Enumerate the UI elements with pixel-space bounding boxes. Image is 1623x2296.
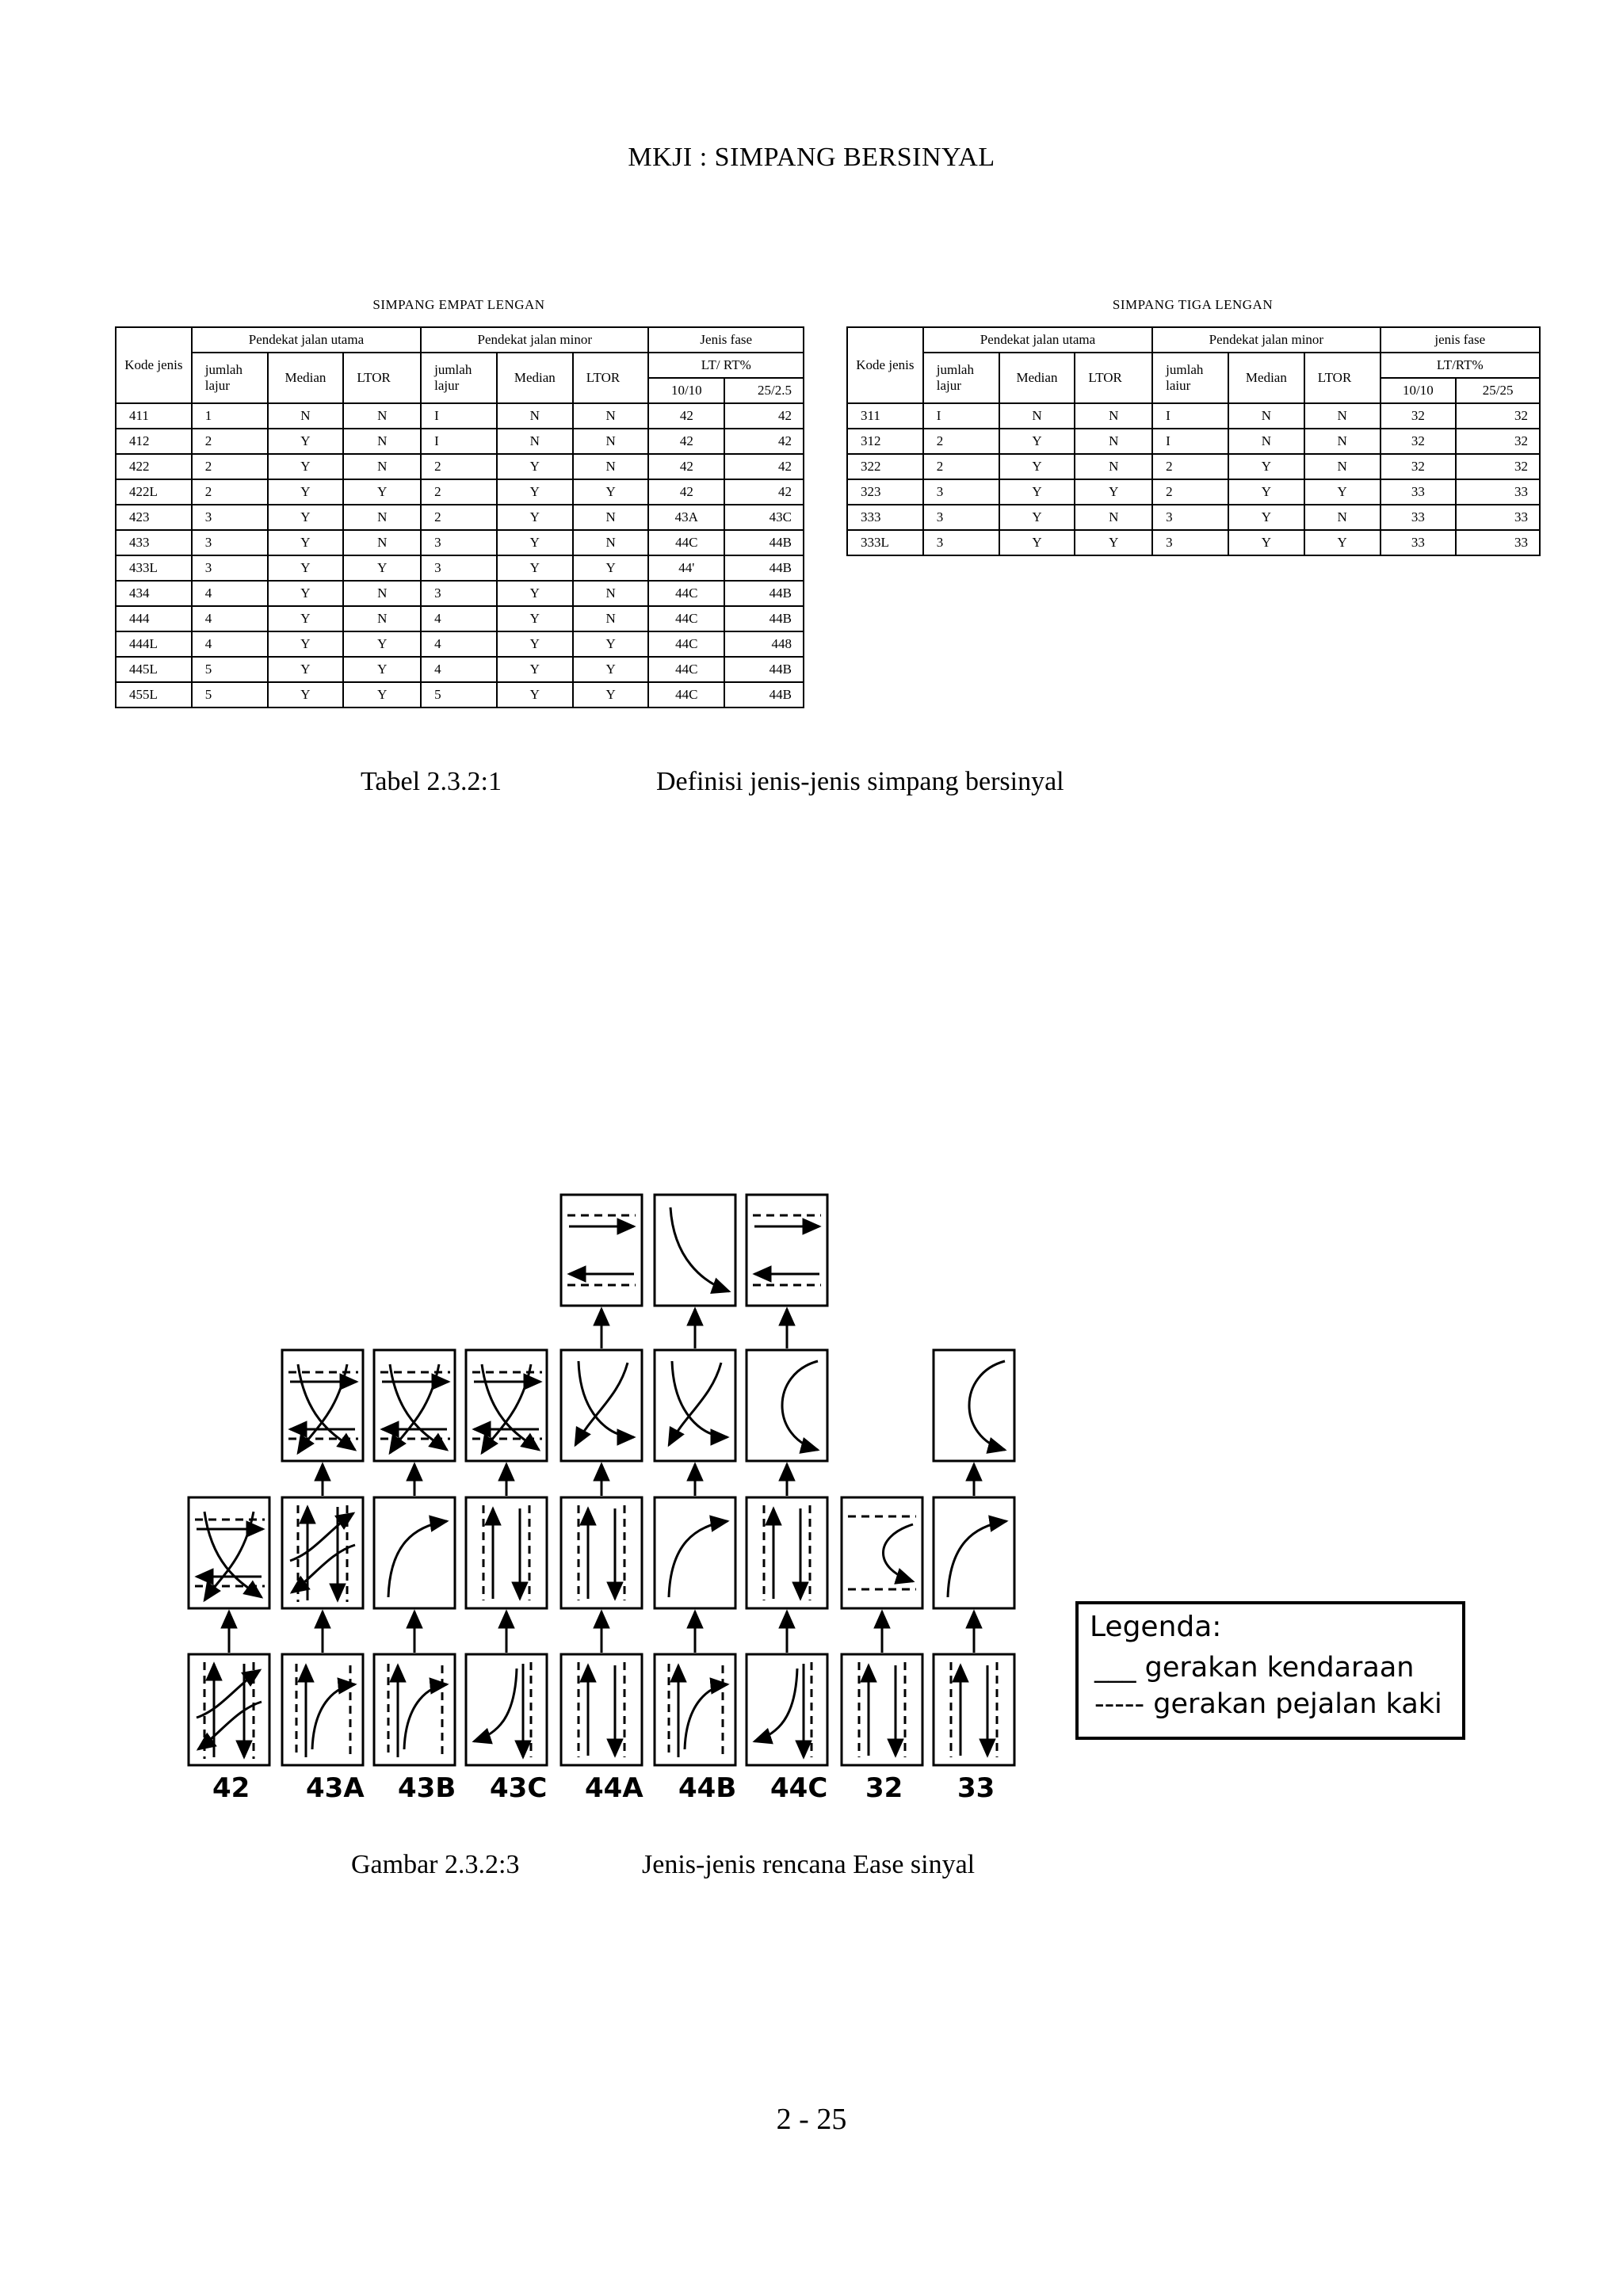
table3-cell: N: [1228, 403, 1304, 429]
table3-cell: Y: [999, 454, 1075, 479]
table4-cell: 411: [116, 403, 192, 429]
table4-cell: 433L: [116, 555, 192, 581]
table3-cell: 32: [1381, 403, 1457, 429]
legend-vehicle: ___ gerakan kendaraan: [1094, 1652, 1415, 1684]
table4-cell: 3: [192, 530, 268, 555]
table4-cell: 42: [648, 479, 724, 505]
phase-tile-r2-1: [282, 1497, 363, 1608]
table4-cell: N: [343, 606, 421, 631]
table3-cell: 312: [847, 429, 923, 454]
table4-cell: N: [343, 429, 421, 454]
th3-jumlah-minor: jumlah laiur: [1152, 353, 1228, 403]
table4-cell: 434: [116, 581, 192, 606]
th3-kode: Kode jenis: [847, 327, 923, 403]
table4-cell: Y: [497, 631, 573, 657]
table4-cell: 42: [724, 479, 804, 505]
phase-tile-r3-5: [747, 1350, 827, 1461]
table4-cell: 444: [116, 606, 192, 631]
table4-cell: 4: [421, 606, 497, 631]
th-median-minor: Median: [497, 353, 573, 403]
table3-cell: 3: [1152, 530, 1228, 555]
phase-code-label: 43C: [490, 1772, 548, 1804]
table4-cell: 4: [421, 657, 497, 682]
phase-tile-r1-4: [561, 1654, 642, 1765]
table4-cell: Y: [268, 581, 344, 606]
phase-tile-r2-7: [842, 1497, 922, 1608]
phase-tile-r3-4: [655, 1350, 735, 1461]
table4-cell: 42: [648, 454, 724, 479]
table4-cell: 44B: [724, 682, 804, 707]
table4-cell: 4: [192, 581, 268, 606]
table3-cell: N: [1075, 429, 1152, 454]
phase-tile-r3-1: [374, 1350, 455, 1461]
th3-ltrt: LT/RT%: [1381, 353, 1540, 378]
table4-cell: Y: [268, 606, 344, 631]
phase-tile-r3-0: [282, 1350, 363, 1461]
table4-cell: I: [421, 403, 497, 429]
table4-cell: Y: [497, 555, 573, 581]
table4-cell: 42: [724, 454, 804, 479]
table3-cell: 3: [923, 530, 999, 555]
table4-cell: 412: [116, 429, 192, 454]
table4-cell: Y: [268, 530, 344, 555]
table4-cell: 44C: [648, 530, 724, 555]
table4-cell: N: [573, 530, 649, 555]
phase-tile-r1-6: [747, 1654, 827, 1765]
phase-code-label: 33: [957, 1772, 995, 1804]
table4-cell: 5: [192, 682, 268, 707]
table3-cell: Y: [999, 505, 1075, 530]
table4-cell: 44B: [724, 555, 804, 581]
phase-tile-r1-3: [466, 1654, 547, 1765]
th-median-utama: Median: [268, 353, 344, 403]
phase-tile-r4-2: [747, 1195, 827, 1306]
phase-code-label: 43A: [306, 1772, 365, 1804]
table4-cell: 3: [421, 530, 497, 555]
table4-cell: N: [573, 403, 649, 429]
table3-cell: 3: [923, 479, 999, 505]
table4-cell: 3: [192, 555, 268, 581]
table4-cell: Y: [497, 606, 573, 631]
table4-cell: 3: [421, 555, 497, 581]
table3-cell: 33: [1456, 505, 1540, 530]
table3-cell: 2: [923, 429, 999, 454]
phase-tile-r1-8: [934, 1654, 1014, 1765]
table3-cell: Y: [1228, 479, 1304, 505]
table4-cell: Y: [343, 631, 421, 657]
table3-cell: N: [999, 403, 1075, 429]
table4-cell: 42: [648, 403, 724, 429]
table-caption-text: Definisi jenis-jenis simpang bersinyal: [656, 767, 1064, 796]
table4-cell: 2: [421, 454, 497, 479]
phase-code-label: 44C: [770, 1772, 828, 1804]
table3-cell: 2: [923, 454, 999, 479]
legend-pedestrian: ----- gerakan pejalan kaki: [1094, 1688, 1442, 1720]
table4-cell: 43A: [648, 505, 724, 530]
th-1010: 10/10: [648, 378, 724, 403]
table3-cell: 333L: [847, 530, 923, 555]
table3-cell: 3: [1152, 505, 1228, 530]
th3-2525: 25/25: [1456, 378, 1540, 403]
table3-cell: Y: [1075, 530, 1152, 555]
table4-cell: Y: [343, 479, 421, 505]
table4-cell: Y: [573, 631, 649, 657]
table4-cell: Y: [343, 682, 421, 707]
table4-cell: Y: [268, 429, 344, 454]
table3-cell: 33: [1456, 530, 1540, 555]
table4-cell: Y: [573, 682, 649, 707]
table4-cell: 445L: [116, 657, 192, 682]
page-number: 2 - 25: [776, 2103, 847, 2136]
table4-cell: Y: [573, 555, 649, 581]
table3-cell: Y: [1228, 530, 1304, 555]
table4-cell: 433: [116, 530, 192, 555]
table4-cell: 43C: [724, 505, 804, 530]
table3-cell: 333: [847, 505, 923, 530]
phase-tile-r1-0: [189, 1654, 269, 1765]
table3-cell: 322: [847, 454, 923, 479]
page-header: MKJI : SIMPANG BERSINYAL: [628, 143, 995, 172]
phase-tile-r3-2: [466, 1350, 547, 1461]
phase-tile-r2-3: [466, 1497, 547, 1608]
table4-cell: 3: [192, 505, 268, 530]
figure-caption-text: Jenis-jenis rencana Ease sinyal: [642, 1850, 976, 1879]
th3-ltor-minor: LTOR: [1304, 353, 1381, 403]
phase-tile-r1-5: [655, 1654, 735, 1765]
table4-cell: Y: [268, 479, 344, 505]
phase-tile-r2-0: [189, 1497, 269, 1608]
table4-cell: N: [343, 403, 421, 429]
phase-code-label: 43B: [398, 1772, 456, 1804]
table3-cell: I: [923, 403, 999, 429]
table3-cell: N: [1304, 429, 1381, 454]
table4-cell: Y: [497, 454, 573, 479]
table4-cell: N: [573, 429, 649, 454]
table3-cell: N: [1228, 429, 1304, 454]
table3-cell: 33: [1381, 530, 1457, 555]
table4-cell: 448: [724, 631, 804, 657]
phase-tile-r2-5: [655, 1497, 735, 1608]
table4-cell: Y: [268, 657, 344, 682]
table3-cell: 32: [1456, 454, 1540, 479]
table3-cell: I: [1152, 429, 1228, 454]
table4-cell: N: [343, 454, 421, 479]
table3-cell: 311: [847, 403, 923, 429]
table4-cell: 44C: [648, 682, 724, 707]
table4-cell: 2: [421, 505, 497, 530]
th-ltrt: LT/ RT%: [648, 353, 804, 378]
table4-cell: N: [573, 581, 649, 606]
table3-cell: Y: [1228, 505, 1304, 530]
legend-title: Legenda:: [1090, 1611, 1222, 1643]
th-utama: Pendekat jalan utama: [192, 327, 421, 353]
legend: [1075, 1601, 1465, 1740]
table4-cell: 4: [192, 631, 268, 657]
table4-cell: Y: [497, 479, 573, 505]
phase-tile-r2-6: [747, 1497, 827, 1608]
table4-cell: 2: [192, 429, 268, 454]
table4-cell: 42: [724, 429, 804, 454]
table3-cell: 32: [1381, 454, 1457, 479]
table3-cell: 33: [1381, 505, 1457, 530]
th-ltor-minor: LTOR: [573, 353, 649, 403]
phase-code-label: 44B: [678, 1772, 737, 1804]
table4-cell: 5: [421, 682, 497, 707]
table4-cell: 455L: [116, 682, 192, 707]
table3-cell: 33: [1456, 479, 1540, 505]
table4-cell: 1: [192, 403, 268, 429]
table4-cell: 4: [192, 606, 268, 631]
table3-cell: N: [1075, 403, 1152, 429]
table4-cell: 2: [192, 479, 268, 505]
table4-cell: 423: [116, 505, 192, 530]
table4-cell: N: [573, 505, 649, 530]
table3-cell: Y: [1304, 479, 1381, 505]
table3-cell: I: [1152, 403, 1228, 429]
table4-cell: 444L: [116, 631, 192, 657]
table4-cell: N: [573, 606, 649, 631]
table4-cell: Y: [497, 682, 573, 707]
table3-cell: 323: [847, 479, 923, 505]
table4-cell: 44B: [724, 657, 804, 682]
phase-tile-r2-2: [374, 1497, 455, 1608]
phase-code-label: 32: [865, 1772, 903, 1804]
phase-tile-r1-7: [842, 1654, 922, 1765]
table4-cell: 44C: [648, 657, 724, 682]
table4-cell: 44': [648, 555, 724, 581]
table3-title: SIMPANG TIGA LENGAN: [1112, 297, 1274, 312]
table4-cell: N: [497, 429, 573, 454]
table3-cell: N: [1304, 505, 1381, 530]
table4-cell: N: [343, 581, 421, 606]
th-jumlah-utama: jumlah lajur: [192, 353, 268, 403]
table4-cell: 422: [116, 454, 192, 479]
table4-cell: Y: [268, 505, 344, 530]
table4-cell: Y: [497, 505, 573, 530]
th-fase: Jenis fase: [648, 327, 804, 353]
table4-cell: 5: [192, 657, 268, 682]
table4-cell: N: [268, 403, 344, 429]
phase-tile-r3-6: [934, 1350, 1014, 1461]
th-ltor-utama: LTOR: [343, 353, 421, 403]
table3-cell: 32: [1381, 429, 1457, 454]
phase-tile-r4-0: [561, 1195, 642, 1306]
table4-cell: 44C: [648, 581, 724, 606]
table3-cell: 2: [1152, 479, 1228, 505]
table4-cell: 44B: [724, 530, 804, 555]
table4-cell: 44B: [724, 581, 804, 606]
phase-tile-r1-1: [282, 1654, 363, 1765]
table3-cell: N: [1075, 505, 1152, 530]
table4-cell: Y: [343, 657, 421, 682]
table4-cell: Y: [268, 454, 344, 479]
phase-tile-r2-8: [934, 1497, 1014, 1608]
table4-cell: Y: [497, 581, 573, 606]
table4-cell: Y: [343, 555, 421, 581]
phase-code-label: 42: [212, 1772, 250, 1804]
table3-cell: Y: [1075, 479, 1152, 505]
table3-cell: 32: [1456, 403, 1540, 429]
th-jumlah-minor: jumlah lajur: [421, 353, 497, 403]
table4-cell: 2: [421, 479, 497, 505]
table4-cell: 2: [192, 454, 268, 479]
table4-cell: 42: [724, 403, 804, 429]
table3-cell: 32: [1456, 429, 1540, 454]
table-caption-number: Tabel 2.3.2:1: [361, 767, 502, 796]
table4-cell: 44C: [648, 631, 724, 657]
phase-tile-r1-2: [374, 1654, 455, 1765]
table4-cell: Y: [268, 631, 344, 657]
th-2525: 25/2.5: [724, 378, 804, 403]
th3-1010: 10/10: [1381, 378, 1457, 403]
table3-cell: N: [1304, 403, 1381, 429]
table3-cell: N: [1075, 454, 1152, 479]
phase-tile-r3-3: [561, 1350, 642, 1461]
table3-cell: N: [1304, 454, 1381, 479]
table4-cell: Y: [497, 530, 573, 555]
table4-cell: 3: [421, 581, 497, 606]
table4-cell: Y: [268, 555, 344, 581]
table4-cell: 44C: [648, 606, 724, 631]
table4-cell: 422L: [116, 479, 192, 505]
table3-cell: 3: [923, 505, 999, 530]
th-kode: Kode jenis: [116, 327, 192, 403]
table4-cell: 4: [421, 631, 497, 657]
th-minor: Pendekat jalan minor: [421, 327, 648, 353]
table4-cell: Y: [497, 657, 573, 682]
table4-title: SIMPANG EMPAT LENGAN: [372, 297, 545, 312]
phase-code-label: 44A: [585, 1772, 643, 1804]
table4-cell: Y: [573, 657, 649, 682]
th3-median-utama: Median: [999, 353, 1075, 403]
table3-cell: Y: [999, 479, 1075, 505]
table3-cell: Y: [1304, 530, 1381, 555]
th3-jumlah-utama: jumlah lajur: [923, 353, 999, 403]
th3-utama: Pendekat jalan utama: [923, 327, 1152, 353]
table4-cell: I: [421, 429, 497, 454]
table3-cell: Y: [999, 429, 1075, 454]
table4-cell: N: [497, 403, 573, 429]
table4-cell: 42: [648, 429, 724, 454]
th3-ltor-utama: LTOR: [1075, 353, 1152, 403]
table4-cell: Y: [268, 682, 344, 707]
table4-cell: N: [343, 530, 421, 555]
th3-fase: jenis fase: [1381, 327, 1540, 353]
table4-cell: Y: [573, 479, 649, 505]
table3-cell: 2: [1152, 454, 1228, 479]
phase-tile-r2-4: [561, 1497, 642, 1608]
table3-cell: Y: [1228, 454, 1304, 479]
th3-median-minor: Median: [1228, 353, 1304, 403]
table3-cell: Y: [999, 530, 1075, 555]
table3-cell: 33: [1381, 479, 1457, 505]
table4-cell: N: [573, 454, 649, 479]
table4-cell: N: [343, 505, 421, 530]
table4-cell: 44B: [724, 606, 804, 631]
figure-caption-number: Gambar 2.3.2:3: [351, 1850, 520, 1879]
phase-tile-r4-1: [655, 1195, 735, 1306]
th3-minor: Pendekat jalan minor: [1152, 327, 1380, 353]
